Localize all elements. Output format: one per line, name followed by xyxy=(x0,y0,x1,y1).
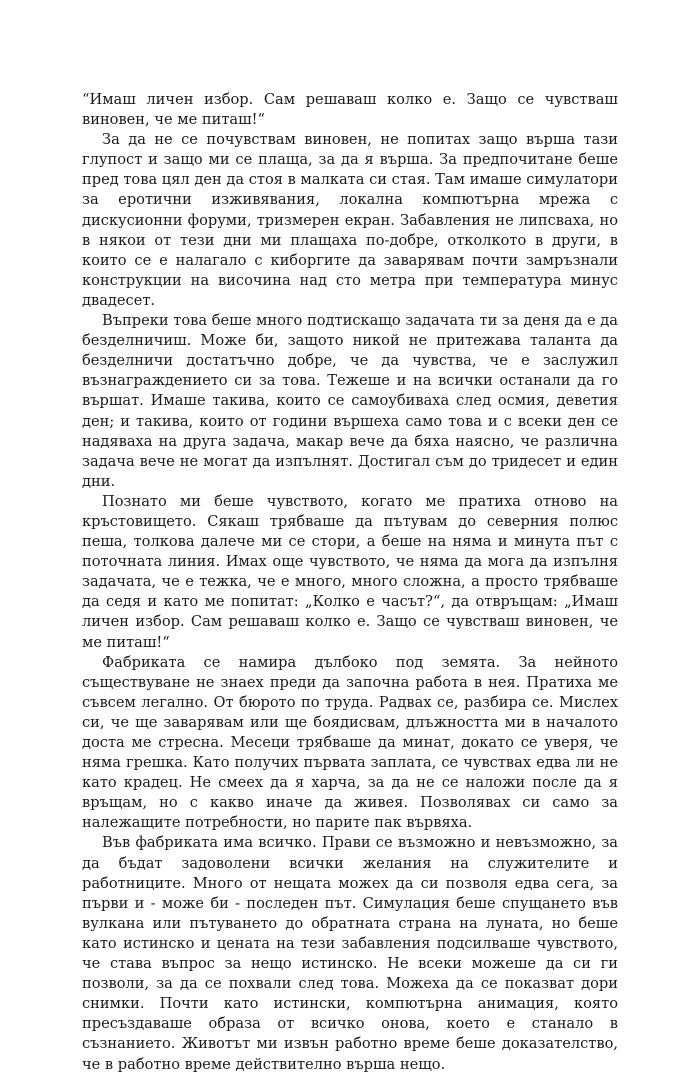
paragraph: Въпреки това беше много подтискащо задачата ти за деня да е да безделничиш. Може би, защото никой не притежава таланта да безделничи достатъчно добре, че да чувства, че е заслужил възнаграждението си за това. Тежеше и на всички останали да го вършат. Имаше такива, които се самоубиваха след осмия, деветия ден; и такива, които от години вършеха само това и с всеки ден се надяваха на друга задача, макар вече да бяха наясно, че различна задача вече не могат да изпълнят. Достигал съм до тридесет и един дни. xyxy=(82,312,618,490)
paragraph: Фабриката се намира дълбоко под земята. За нейното съществуване не знаех преди да започна работа в нея. Пратиха ме съвсем легално. От бюрото по труда. Радвах се, разбира се. Мислех си, че ще заварявам или ще боядисвам, длъжността ми в началото доста ме стресна. Месеци трябваше да минат, докато се уверя, че няма грешка. Като получих първата заплата, се чувствах едва ли не като крадец. Не смеех да я харча, за да не се наложи после да я връщам, но с какво иначе да живея. Позволявах си само за належащите потребности, но парите пак вървяха. xyxy=(82,653,618,832)
paragraph: Познато ми беше чувството, когато ме пратиха отново на кръстовището. Сякаш трябваше да пътувам до северния полюс пеша, толкова далече ми се стори, а беше на няма и минута път с поточната линия. Имах още чувството, че няма да мога да изпълня задачата, че е тежка, че е много, много сложна, а просто трябваше да седя и като ме попитат: „Колко е часът?“, да отвръщам: „Имаш личен избор. Сам решаваш колко е. Защо се чувстваш виновен, че ме питаш!“ xyxy=(82,492,618,651)
paragraph: “Имаш личен избор. Сам решаваш колко е. Защо се чувстваш виновен, че ме питаш!“ xyxy=(82,91,618,129)
paragraph: Във фабриката има всичко. Прави се възможно и невъзможно, за да бъдат задоволени всички желания на служителите и работниците. Много от нещата можех да си позволя едва сега, за първи и - може би - последен път. Симулация беше спущането във вулкана или пътуването до обратната страна на луната, но беше като истинско и цената на тези забавления подсилваше чувството, че става въпрос за нещо истинско. Не всеки можеше да си ги позволи, за да се похвали след това. Можеха да се показват дори снимки. Почти като истински, компютърна анимация, която пресъздаваше образа от всичко онова, което е станало в съзнанието. Животът ми извън работно време беше доказателство, че в работно време действително върша нещо. xyxy=(82,834,618,1073)
paragraph: За да не се почувствам виновен, не попитах защо върша тази глупост и защо ми се плаща, за да я върша. За предпочитане беше пред това цял ден да стоя в малката си стая. Там имаше симулатори за еротични изживявания, локална компютърна мрежа с дискусионни форуми, тризмерен екран. Забавления не липсваха, но в някои от тези дни ми плащаха по-добре, отколкото в други, в които се е налагало с киборгите да заварявам почти замръзнали конструкции на височина над сто метра при температура минус двадесет. xyxy=(82,131,618,309)
document-page xyxy=(82,90,618,1075)
